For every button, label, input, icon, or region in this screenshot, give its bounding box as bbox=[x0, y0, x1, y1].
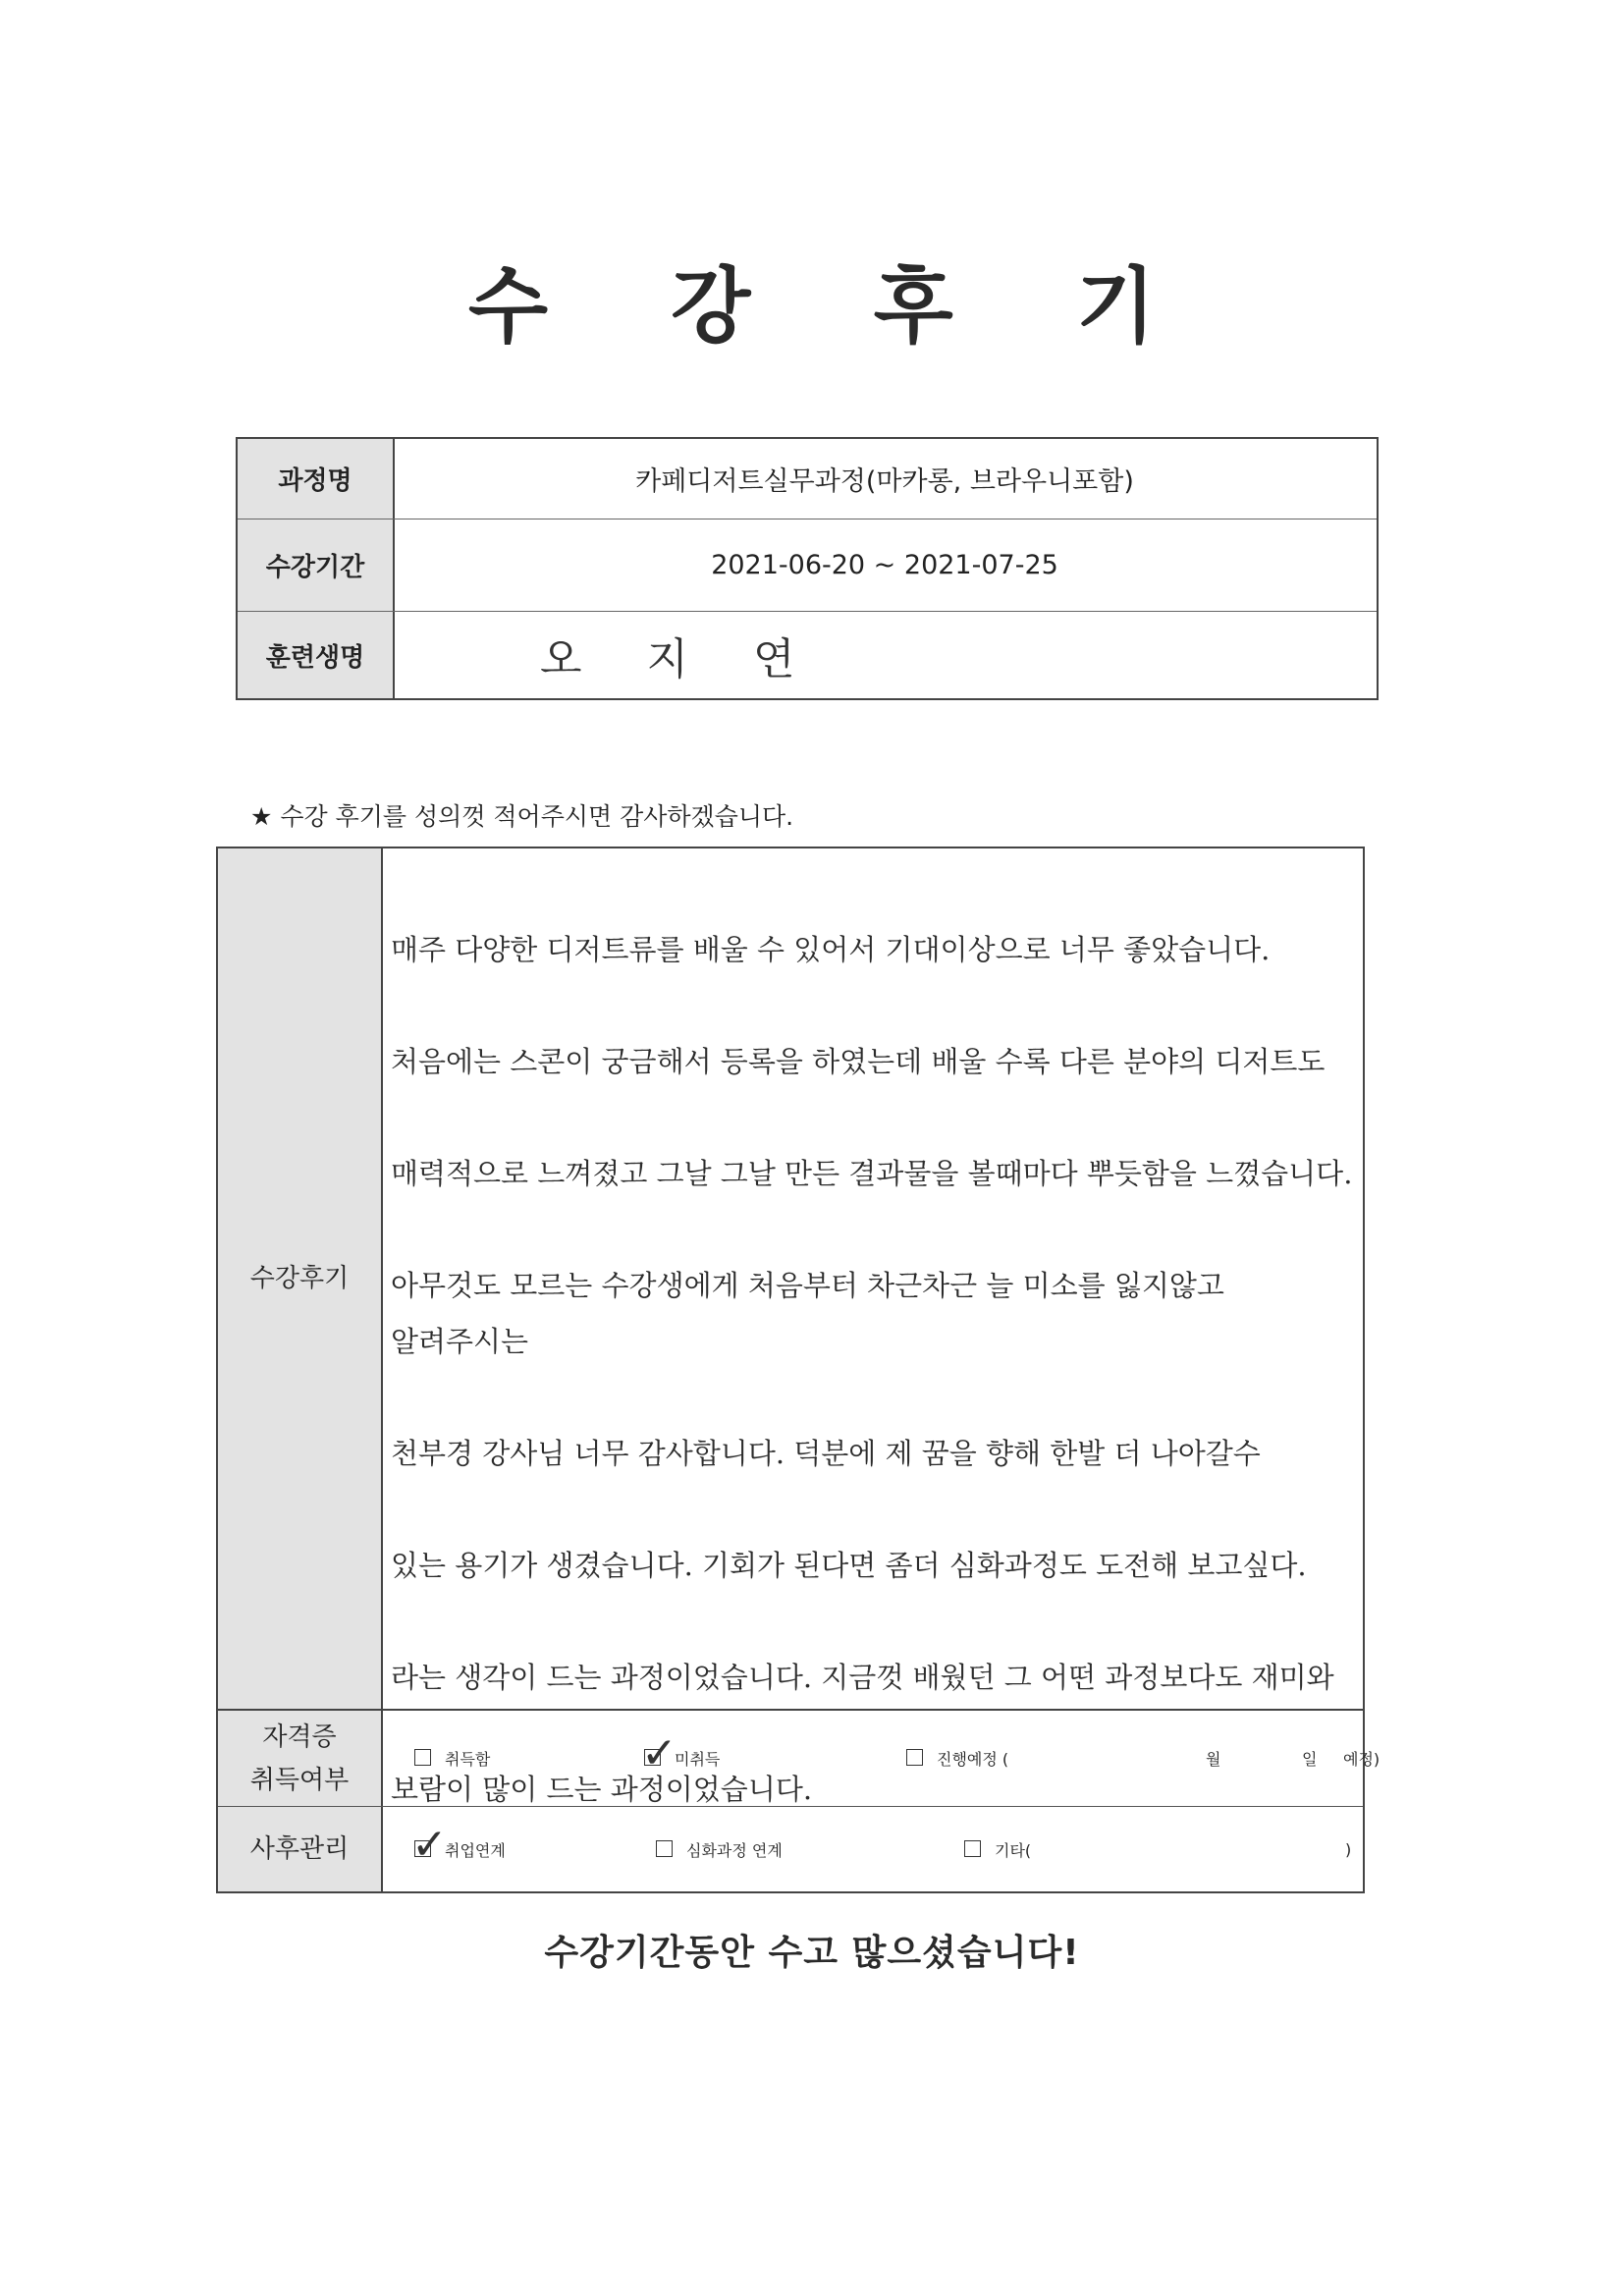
period-label: 수강기간 bbox=[238, 519, 395, 611]
checked-checkbox-icon[interactable] bbox=[641, 1728, 677, 1778]
course-info-table bbox=[236, 437, 1379, 700]
aftercare-row bbox=[218, 1807, 1363, 1891]
course-value: 카페디저트실무과정(마카롱, 브라우니포함) bbox=[635, 466, 1134, 497]
aftercare-employment-label: 취업연계 bbox=[445, 1840, 506, 1860]
review-label-text: 수강후기 bbox=[249, 1264, 350, 1293]
aftercare-label-text: 사후관리 bbox=[249, 1834, 350, 1864]
trainee-name: 오 지 연 bbox=[540, 634, 821, 684]
closing-message: 수강기간동안 수고 많으셨습니다! bbox=[544, 1933, 1080, 1973]
cert-month: 월 bbox=[1206, 1750, 1221, 1769]
certificate-options bbox=[381, 1711, 1380, 1806]
review-line: 매주 다양한 디저트류를 배울 수 있어서 기대이상으로 너무 좋았습니다. bbox=[391, 933, 1271, 966]
checkmark-icon: ✓ bbox=[641, 1728, 677, 1778]
cert-planned-label: 진행예정 ( bbox=[937, 1750, 1009, 1769]
checkbox-icon[interactable] bbox=[964, 1840, 981, 1857]
aftercare-other-close: ) bbox=[1345, 1839, 1352, 1859]
cert-planned-option[interactable] bbox=[906, 1711, 1008, 1806]
course-label: 과정명 bbox=[238, 439, 395, 519]
review-line: 천부경 강사님 너무 감사합니다. 덕분에 제 꿈을 향해 한발 더 나아갈수 bbox=[391, 1437, 1261, 1470]
review-line: 보람이 많이 드는 과정이었습니다. bbox=[391, 1773, 813, 1806]
checked-checkbox-icon[interactable] bbox=[411, 1819, 448, 1870]
trainee-row bbox=[238, 612, 1377, 698]
course-row bbox=[238, 439, 1377, 519]
aftercare-advanced-option[interactable] bbox=[656, 1807, 783, 1891]
cert-not-obtained-option[interactable] bbox=[641, 1711, 721, 1806]
aftercare-options bbox=[381, 1807, 1363, 1891]
aftercare-employment-option[interactable] bbox=[411, 1807, 506, 1891]
aftercare-advanced-label: 심화과정 연계 bbox=[686, 1840, 783, 1860]
review-line: 매력적으로 느껴졌고 그날 그날 만든 결과물을 볼때마다 뿌듯함을 느꼈습니다. bbox=[391, 1157, 1353, 1190]
checkbox-icon[interactable] bbox=[414, 1749, 431, 1766]
review-line: 처음에는 스콘이 궁금해서 등록을 하였는데 배울 수록 다른 분야의 디저트도 bbox=[391, 1045, 1326, 1078]
checkbox-icon[interactable] bbox=[656, 1840, 673, 1857]
review-label bbox=[218, 848, 383, 1709]
trainee-label: 훈련생명 bbox=[238, 612, 395, 698]
cert-obtained-option[interactable] bbox=[414, 1711, 490, 1806]
period-value: 2021-06-20 ~ 2021-07-25 bbox=[711, 550, 1058, 580]
certificate-row bbox=[218, 1711, 1380, 1807]
review-line: 라는 생각이 드는 과정이었습니다. 지금껏 배웠던 그 어떤 과정보다도 재미와 bbox=[391, 1661, 1334, 1694]
certificate-label bbox=[218, 1711, 383, 1806]
checkbox-icon[interactable] bbox=[906, 1749, 923, 1766]
cert-day: 일 bbox=[1302, 1750, 1318, 1769]
aftercare-other-option[interactable] bbox=[964, 1807, 1031, 1891]
period-row bbox=[238, 519, 1377, 612]
review-table bbox=[216, 847, 1380, 1893]
cert-not-obtained-label: 미취득 bbox=[675, 1750, 721, 1769]
checkmark-icon: ✓ bbox=[411, 1819, 448, 1870]
aftercare-label bbox=[218, 1807, 383, 1891]
cert-planned-suffix: 예정) bbox=[1343, 1750, 1380, 1769]
certificate-label-line1: 자격증 bbox=[262, 1722, 337, 1752]
instruction-note: ★ 수강 후기를 성의껏 적어주시면 감사하겠습니다. bbox=[250, 802, 794, 831]
aftercare-other-label: 기타( bbox=[995, 1840, 1032, 1860]
review-line: 있는 용기가 생겼습니다. 기회가 된다면 좀더 심화과정도 도전해 보고싶다. bbox=[391, 1549, 1307, 1582]
page-title: 수 강 후 기 bbox=[467, 258, 1204, 355]
review-line: 아무것도 모르는 수강생에게 처음부터 차근차근 늘 미소를 잃지않고 알려주시는 bbox=[391, 1269, 1224, 1358]
cert-obtained-label: 취득함 bbox=[445, 1750, 491, 1769]
certificate-label-line2: 취득여부 bbox=[249, 1765, 350, 1795]
